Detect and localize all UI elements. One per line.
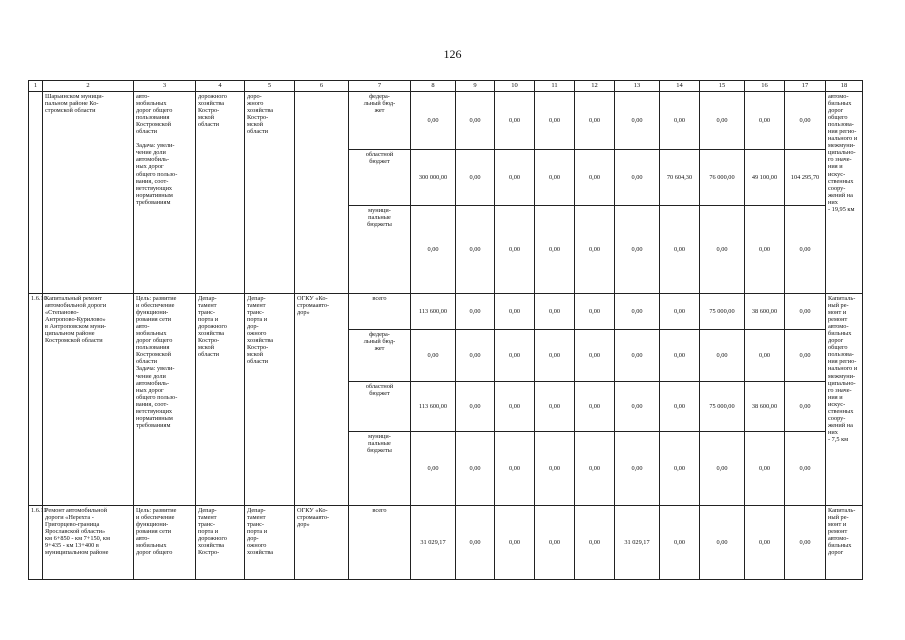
value-cell: 0,00: [411, 432, 456, 506]
value-cell: 0,00: [615, 206, 660, 294]
participant-cell: ОГКУ «Ко- стромаавто- дор»: [295, 294, 349, 506]
value-cell: 0,00: [575, 92, 615, 150]
value-cell: 0,00: [535, 294, 575, 330]
value-cell: 0,00: [785, 382, 826, 432]
value-cell: 76 000,00: [700, 150, 745, 206]
value-cell: 0,00: [575, 432, 615, 506]
participant-cell: [295, 92, 349, 294]
program-table: [28, 80, 863, 580]
goal-task-cell: Цель: развитие и обеспечение функциони- рования сети авто- мобильных дорог общего пользования Костромской области Задача: увели- чение доли автомобиль- ных дорог общего пользо- вания, соот- ветствующих нормативным требованиям: [134, 294, 196, 506]
value-cell: 113 600,00: [411, 294, 456, 330]
value-cell: 0,00: [660, 382, 700, 432]
value-cell: 0,00: [615, 432, 660, 506]
value-cell: 0,00: [456, 206, 495, 294]
value-cell: 0,00: [745, 432, 785, 506]
value-cell: 113 600,00: [411, 382, 456, 432]
funding-source-cell: областной бюджет: [349, 150, 411, 206]
value-cell: 0,00: [575, 330, 615, 382]
value-cell: 0,00: [495, 92, 535, 150]
value-cell: 0,00: [785, 294, 826, 330]
value-cell: 0,00: [700, 506, 745, 580]
value-cell: 0,00: [575, 206, 615, 294]
value-cell: 0,00: [745, 92, 785, 150]
value-cell: 0,00: [535, 330, 575, 382]
value-cell: 0,00: [785, 92, 826, 150]
value-cell: 0,00: [535, 506, 575, 580]
funding-source-cell: муници- пальные бюджеты: [349, 432, 411, 506]
value-cell: 0,00: [700, 330, 745, 382]
expected-result-cell: Капиталь- ный ре- монт и ремонт автомо- бильных дорог: [826, 506, 863, 580]
value-cell: 0,00: [456, 294, 495, 330]
value-cell: 0,00: [660, 330, 700, 382]
value-cell: 0,00: [615, 330, 660, 382]
goal-task-cell: Цель: развитие и обеспечение функциони- рования сети авто- мобильных дорог общего: [134, 506, 196, 580]
expected-result-cell: Капиталь- ный ре- монт и ремонт автомо- бильных дорог общего пользова- ния регио- нального и межмуни- ципально- го значе- ния и искус- ственных соору- жений на них - 7,5 км: [826, 294, 863, 506]
col-number: 16: [745, 81, 785, 92]
col-number: 7: [349, 81, 411, 92]
coexecutor-cell: доро- жного хозяйства Костро- мской области: [245, 92, 295, 294]
value-cell: 0,00: [535, 92, 575, 150]
item-number-cell: 1.6.11: [29, 506, 43, 580]
col-number: 4: [196, 81, 245, 92]
funding-source-cell: муници- пальные бюджеты: [349, 206, 411, 294]
value-cell: 300 000,00: [411, 150, 456, 206]
value-cell: 49 100,00: [745, 150, 785, 206]
value-cell: 104 295,70: [785, 150, 826, 206]
col-number: 3: [134, 81, 196, 92]
value-cell: 0,00: [495, 150, 535, 206]
value-cell: 0,00: [411, 206, 456, 294]
value-cell: 0,00: [700, 92, 745, 150]
value-cell: 0,00: [615, 92, 660, 150]
value-cell: 0,00: [535, 432, 575, 506]
col-number: 14: [660, 81, 700, 92]
value-cell: 38 600,00: [745, 382, 785, 432]
value-cell: 0,00: [535, 382, 575, 432]
object-name-cell: Шарьинском муници- пальном районе Ко- стромской области: [43, 92, 134, 294]
col-number: 9: [456, 81, 495, 92]
funding-source-cell: федера- льный бюд- жет: [349, 330, 411, 382]
col-number: 10: [495, 81, 535, 92]
funding-source-cell: всего: [349, 506, 411, 580]
funding-source-cell: федера- льный бюд- жет: [349, 92, 411, 150]
value-cell: 0,00: [660, 294, 700, 330]
column-number-row: [29, 81, 863, 92]
value-cell: 0,00: [785, 206, 826, 294]
table-row: [29, 92, 863, 150]
table-row: [29, 294, 863, 330]
value-cell: 0,00: [615, 294, 660, 330]
col-number: 2: [43, 81, 134, 92]
responsible-cell: Депар- тамент транс- порта и дорожного хозяйства Костро- мской области: [196, 294, 245, 506]
value-cell: 0,00: [456, 382, 495, 432]
value-cell: 0,00: [745, 506, 785, 580]
value-cell: 0,00: [411, 92, 456, 150]
item-number-cell: 1.6.10: [29, 294, 43, 506]
value-cell: 70 604,30: [660, 150, 700, 206]
value-cell: 0,00: [495, 206, 535, 294]
value-cell: 0,00: [785, 432, 826, 506]
funding-source-cell: всего: [349, 294, 411, 330]
value-cell: 0,00: [785, 506, 826, 580]
col-number: 5: [245, 81, 295, 92]
col-number: 11: [535, 81, 575, 92]
col-number: 6: [295, 81, 349, 92]
table-row: [29, 506, 863, 580]
item-number-cell: [29, 92, 43, 294]
value-cell: 0,00: [660, 432, 700, 506]
coexecutor-cell: Депар- тамент транс- порта и дор- ожного хозяйства Костро- мской области: [245, 294, 295, 506]
value-cell: 0,00: [575, 382, 615, 432]
value-cell: 38 600,00: [745, 294, 785, 330]
participant-cell: ОГКУ «Ко- стромаавто- дор»: [295, 506, 349, 580]
value-cell: 0,00: [456, 432, 495, 506]
value-cell: 0,00: [785, 330, 826, 382]
value-cell: 0,00: [575, 506, 615, 580]
col-number: 15: [700, 81, 745, 92]
coexecutor-cell: Депар- тамент транс- порта и дор- ожного хозяйства: [245, 506, 295, 580]
value-cell: 0,00: [660, 206, 700, 294]
value-cell: 0,00: [575, 150, 615, 206]
col-number: 8: [411, 81, 456, 92]
value-cell: 0,00: [456, 92, 495, 150]
value-cell: 0,00: [745, 330, 785, 382]
value-cell: 0,00: [535, 206, 575, 294]
object-name-cell: Ремонт автомобильной дороги «Нерехта - Григорцево-граница Ярославской области» км 6+850 - км 7+150, км 9+435 - км 13+400 в муниципальном районе: [43, 506, 134, 580]
value-cell: 0,00: [615, 382, 660, 432]
value-cell: 0,00: [700, 206, 745, 294]
goal-task-cell: авто- мобильных дорог общего пользования Костромской области Задача: увели- чение доли автомобиль- ных дорог общего пользо- вания, соот- ветствующих нормативным требованиям: [134, 92, 196, 294]
value-cell: 0,00: [495, 382, 535, 432]
value-cell: 0,00: [495, 294, 535, 330]
value-cell: 0,00: [495, 506, 535, 580]
value-cell: 0,00: [745, 206, 785, 294]
value-cell: 0,00: [456, 506, 495, 580]
value-cell: 0,00: [535, 150, 575, 206]
col-number: 1: [29, 81, 43, 92]
page-number: 126: [443, 47, 462, 61]
value-cell: 0,00: [575, 294, 615, 330]
value-cell: 31 029,17: [411, 506, 456, 580]
responsible-cell: дорожного хозяйства Костро- мской области: [196, 92, 245, 294]
expected-result-cell: автомо- бильных дорог общего пользова- ния регио- нального и межмуни- ципально- го значе- ния и искус- ственных соору- жений на них - 19,95 км: [826, 92, 863, 294]
value-cell: 0,00: [495, 330, 535, 382]
funding-source-cell: областной бюджет: [349, 382, 411, 432]
col-number: 17: [785, 81, 826, 92]
value-cell: 0,00: [456, 150, 495, 206]
value-cell: 31 029,17: [615, 506, 660, 580]
value-cell: 0,00: [660, 92, 700, 150]
value-cell: 0,00: [615, 150, 660, 206]
value-cell: 0,00: [411, 330, 456, 382]
value-cell: 0,00: [700, 432, 745, 506]
col-number: 13: [615, 81, 660, 92]
responsible-cell: Депар- тамент транс- порта и дорожного хозяйства Костро-: [196, 506, 245, 580]
col-number: 12: [575, 81, 615, 92]
value-cell: 0,00: [660, 506, 700, 580]
col-number: 18: [826, 81, 863, 92]
value-cell: 0,00: [456, 330, 495, 382]
object-name-cell: Капитальный ремонт автомобильной дороги «Степаново- Антропово-Курилово» в Антроповском муни- ципальном районе Костромской области: [43, 294, 134, 506]
value-cell: 75 000,00: [700, 294, 745, 330]
value-cell: 0,00: [495, 432, 535, 506]
value-cell: 75 000,00: [700, 382, 745, 432]
